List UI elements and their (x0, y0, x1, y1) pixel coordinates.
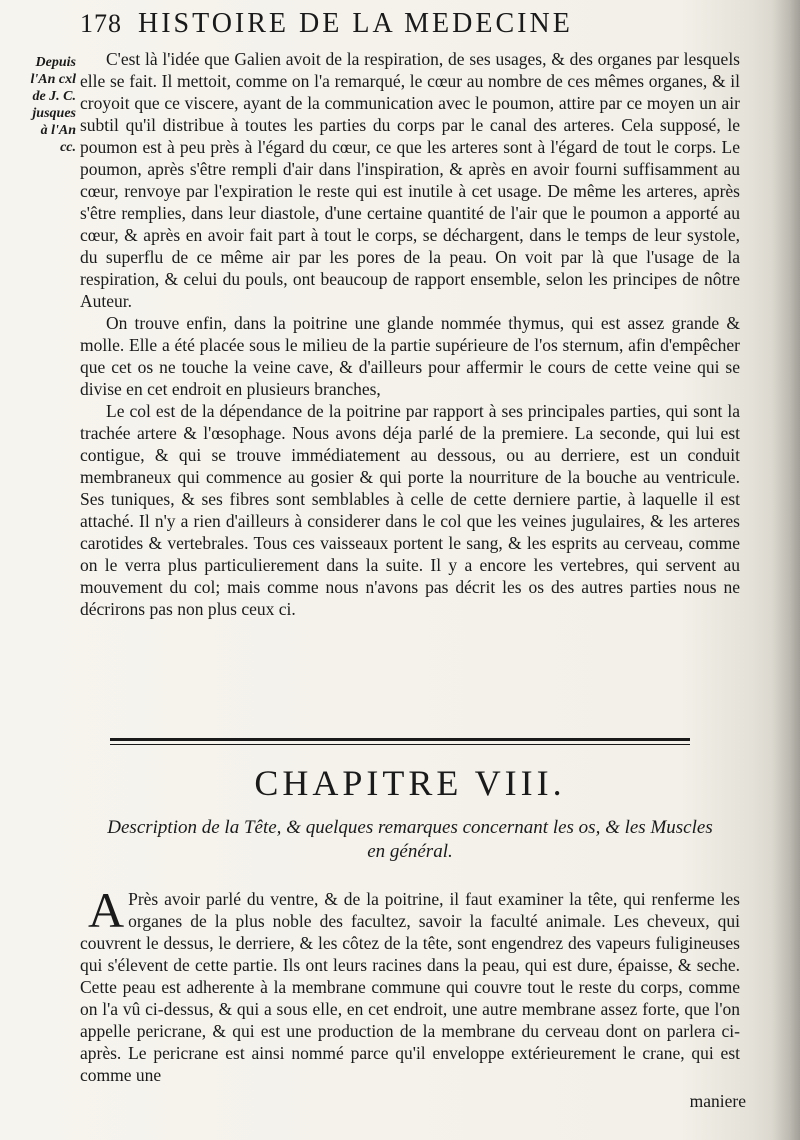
paragraph-thymus: On trouve enfin, dans la poitrine une glande nommée thymus, qui est assez grande & molle. Elle a été placée sous le milieu de la partie supérieure de l'os sternum, afin d'empêcher que cet os ne touche la veine cave, & d'ailleurs pour affermir le cours de cette veine qui se divise en cet endroit en plusieurs branches, (80, 313, 740, 399)
marginal-note (6, 54, 76, 156)
paragraph-respiration: C'est là l'idée que Galien avoit de la respiration, de ses usages, & des organes par lesquels elle se fait. Il mettoit, comme on l'a remarqué, le cœur au nombre de ces mêmes organes, & il croyoit que ce viscere, ayant de la communication avec le poumon, attire par ce moyen un air subtil qu'il distribue à toutes les parties du corps par le canal des arteres. Cela supposé, le poumon est à peu près à l'égard du cœur, ce que les arteres sont à l'égard de tout le corps. Le poumon, après s'être rempli d'air dans l'inspiration, & après en avoir fourni suffisamment au cœur, renvoye par l'expiration le reste qui est inutile à cet usage. De même les arteres, après s'être remplies, dans leur diastole, d'une certaine quantité de l'air que le poumon a apporté au cœur, & après en avoir fait part à tout le corps, se déchargent, dans le temps de leur systole, du superflu de ce même air par les pores de la peau. On voit par là que l'usage de la respiration, & celui du pouls, ont beaucoup de rapport ensemble, selon les principes de nôtre Auteur. (80, 49, 740, 311)
section-rule-thin (110, 744, 690, 745)
marginal-line: l'An cxl (30, 72, 76, 87)
running-title: HISTOIRE DE LA MEDECINE (138, 8, 573, 39)
marginal-line: Depuis (35, 55, 76, 70)
chapter-text: Près avoir parlé du ventre, & de la poitrine, il faut examiner la tête, qui renferme les organes de la plus noble des facultez, savoir la faculté animale. Les cheveux, qui couvrent le dessus, le derriere, & les côtez de la tête, sont engendrez des vapeurs fuligineuses qui s'élevent de cette partie. Ils ont leurs racines dans la peau, qui est dure, épaisse, & seche. Cette peau est adherente à la membrane commune qui couvre tout le reste du corps, comme on l'a vû ci-dessus, & qui a sous elle, en cet endroit, une autre membrane assez forte, que l'on appelle pericrane, & qui est une production de la membrane du cerveau dont on parlera ci-après. Le pericrane est ainsi nommé parce qu'il enveloppe extérieurement le crane, qui est comme une (80, 889, 740, 1085)
chapter-subtitle: Description de la Tête, & quelques remarques concernant les os, & les Muscles en général. (107, 817, 713, 862)
marginal-line: à l'An (40, 123, 76, 138)
main-text (80, 48, 740, 620)
marginal-line: jusques (32, 106, 76, 121)
section-rule (110, 738, 690, 741)
page-edge-shadow (772, 0, 800, 1140)
catchword: maniere (689, 1091, 746, 1111)
marginal-line: de J. C. (32, 89, 76, 104)
marginal-line: cc. (60, 140, 76, 155)
chapter-title: CHAPITRE VIII. (254, 763, 566, 803)
paragraph-col: Le col est de la dépendance de la poitrine par rapport à ses principales parties, qui sont la trachée artere & l'œsophage. Nous avons déja parlé de la premiere. La seconde, qui lui est contigue, & qui se trouve immédiatement au dessous, ou au derriere, est un conduit membraneux qui commence au gosier & qui porte la nourriture de la bouche au ventricule. Ses tuniques, & ses fibres sont semblables à celle de cette derniere partie, à laquelle il est attaché. Il n'y a rien d'ailleurs à considerer dans le col que les veines jugulaires, & les arteres carotides & vertebrales. Tous ces vaisseaux portent le sang, & les esprits au cerveau, comme on le verra plus particulierement dans la suite. Il y a encore les vertebres, qui servent au mouvement du col; mais comme nous n'avons pas décrit les os des autres parties nous ne décrirons pas non plus ceux ci. (80, 401, 740, 619)
chapter-body (80, 882, 740, 1086)
page-number: 178 (80, 9, 122, 38)
running-head (80, 4, 760, 44)
drop-cap: A (88, 882, 125, 938)
